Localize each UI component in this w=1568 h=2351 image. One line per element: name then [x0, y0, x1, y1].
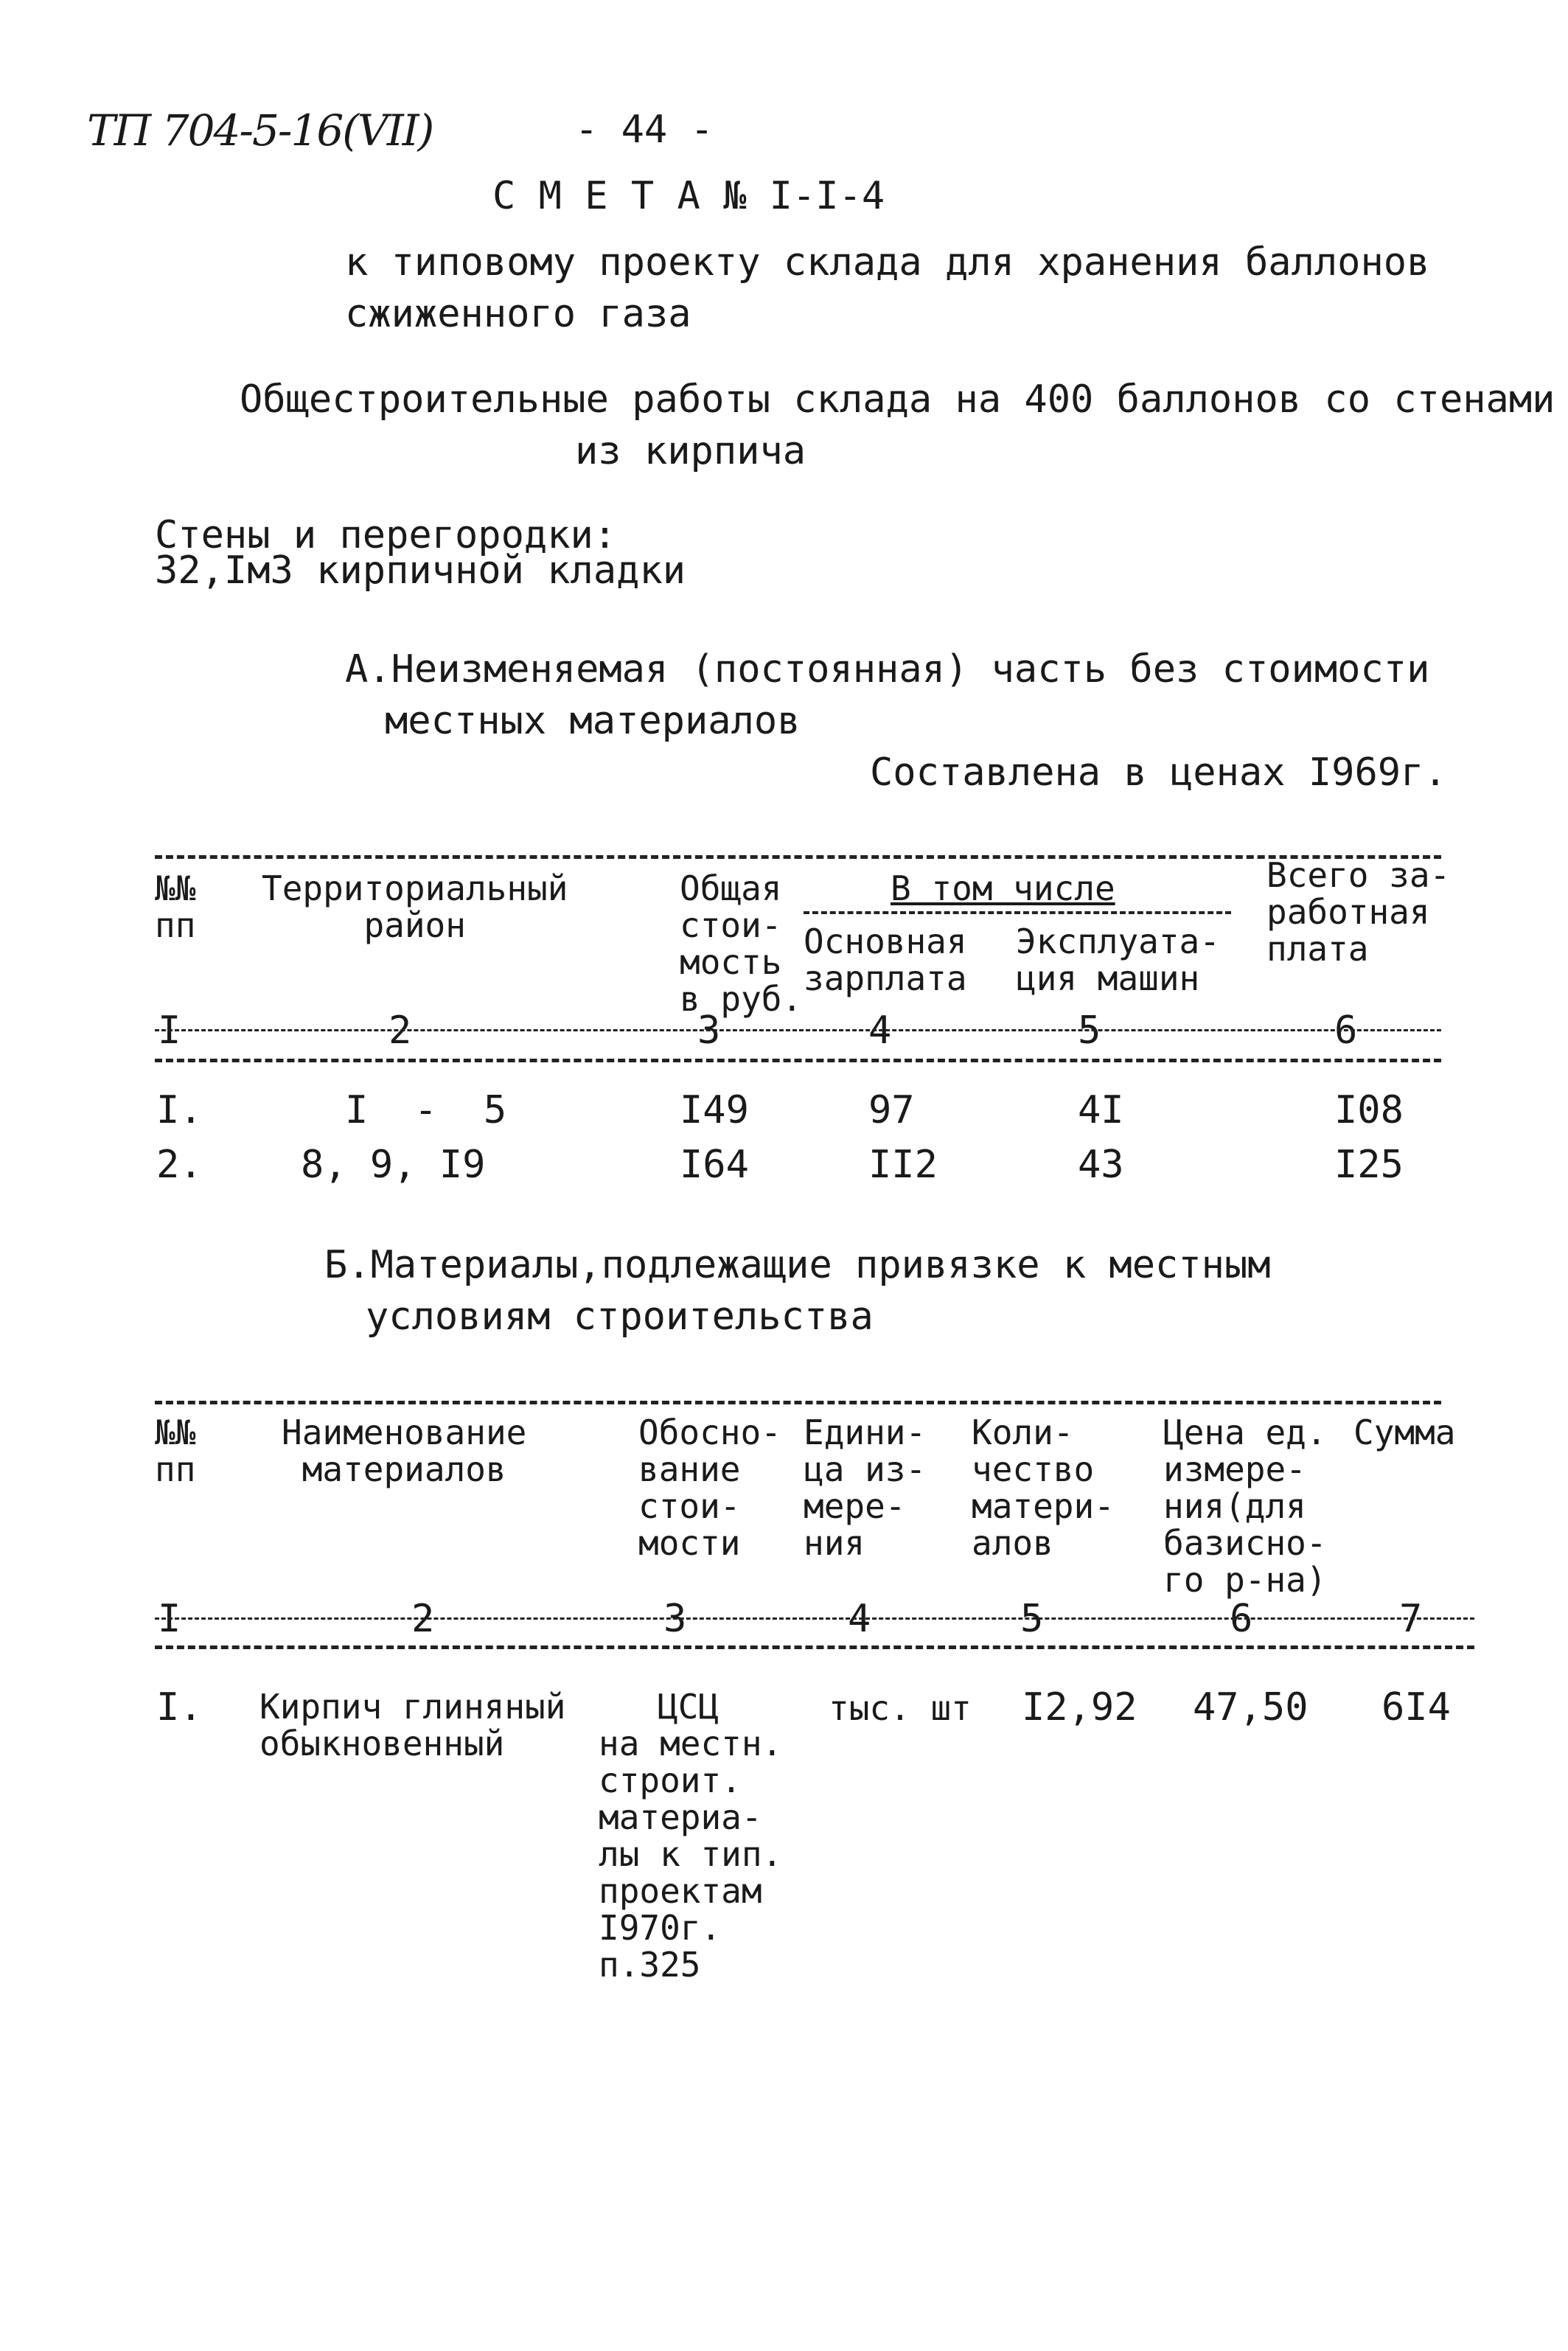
table-b-header-unit [804, 1414, 926, 1561]
header-text: измере- [1163, 1449, 1306, 1489]
header-text: материалов [302, 1449, 506, 1489]
including-rule [804, 911, 1231, 914]
header-text: плата [1266, 929, 1369, 969]
header-text: Сумма [1353, 1413, 1456, 1452]
row-region: 8, 9, I9 [301, 1143, 486, 1187]
table-a-colnum-6: 6 [1334, 1009, 1358, 1053]
table-b-colnum-7: 7 [1399, 1597, 1423, 1641]
table-b-header-qty [972, 1414, 1115, 1561]
row-basis-line: лы к тип. [599, 1834, 783, 1874]
table-b-header-basis [638, 1414, 781, 1561]
header-text: пп [155, 905, 196, 945]
walls-line-1: Стены и перегородки: [155, 513, 617, 557]
table-b-colnum-1: I [158, 1597, 181, 1641]
header-text: Территориальный [262, 868, 568, 908]
row-price: 47,50 [1193, 1685, 1309, 1730]
row-sum: 6I4 [1381, 1685, 1451, 1730]
table-b-colnum-3: 3 [663, 1597, 687, 1641]
header-text: Всего за- [1266, 855, 1451, 895]
table-a-colnum-4: 4 [868, 1009, 892, 1053]
header-text: работная [1266, 892, 1430, 932]
row-wage: 97 [868, 1088, 915, 1132]
subtitle-line-1: к типовому проекту склада для хранения баллонов [345, 240, 1430, 285]
header-text: го р-на) [1163, 1560, 1327, 1600]
table-a-header-region [262, 870, 568, 944]
table-b-top-rule [155, 1401, 1441, 1404]
row-name [259, 1688, 565, 1762]
header-text: мость [680, 942, 782, 982]
table-a-colnum-1: I [158, 1009, 181, 1053]
walls-line-2: 32,IмЗ кирпичной кладки [155, 548, 686, 593]
section-a-title-line-1: А.Неизменяемая (постоянная) часть без стоимости [345, 647, 1430, 692]
header-text: базисно- [1163, 1523, 1327, 1563]
header-text: Цена ед. [1163, 1413, 1327, 1452]
table-b-colnum-2: 2 [411, 1597, 435, 1641]
header-text: мости [638, 1523, 741, 1563]
table-b-colnum-4: 4 [848, 1597, 871, 1641]
header-text: Эксплуата- [1016, 922, 1220, 961]
subtitle-line-2: сжиженного газа [345, 292, 691, 336]
header-text: ния(для [1163, 1486, 1306, 1526]
row-total-wage: I08 [1334, 1088, 1404, 1132]
header-text: пп [155, 1449, 196, 1489]
row-basis-line: строит. [599, 1760, 742, 1800]
header-text: чество [972, 1449, 1095, 1489]
heading-line-1: Общестроительные работы склада на 400 баллонов со стенами [240, 377, 1555, 422]
row-name-line: Кирпич глиняный [259, 1687, 566, 1727]
row-region: I - 5 [345, 1088, 507, 1132]
header-text: стои- [680, 905, 782, 945]
header-text: ца из- [804, 1449, 927, 1489]
table-b-header-rule [155, 1645, 1474, 1649]
header-text: алов [972, 1523, 1053, 1563]
page-number: - 44 - [575, 108, 714, 152]
header-text: район [363, 905, 466, 945]
header-text: №№ [155, 1413, 196, 1452]
section-b-title-line-2: условиям строительства [366, 1295, 874, 1339]
table-a-colnum-3: 3 [697, 1009, 721, 1053]
header-text: в руб. [680, 979, 803, 1019]
table-b-colnum-5: 5 [1020, 1597, 1044, 1641]
row-num: I. [156, 1088, 203, 1132]
header-text: вание [638, 1449, 741, 1489]
table-b-header-num [155, 1414, 195, 1488]
row-basis-line: на местн. [599, 1724, 783, 1763]
row-basis-line: ЦСЦ [658, 1687, 719, 1727]
table-a-header-total-wage [1266, 857, 1450, 967]
section-b-title-line-1: Б.Материалы,подлежащие привязке к местным [324, 1243, 1271, 1287]
row-name-line: обыкновенный [259, 1724, 505, 1763]
table-b-header-name [282, 1414, 526, 1488]
row-basis-line: материа- [599, 1797, 762, 1837]
row-num: 2. [156, 1143, 203, 1187]
row-total-wage: I25 [1334, 1143, 1404, 1187]
table-a-header-rule [155, 1059, 1441, 1062]
header-text: Коли- [972, 1413, 1074, 1452]
table-b-header-price [1163, 1414, 1327, 1598]
row-basis [599, 1688, 782, 1983]
row-basis-line: п.325 [599, 1945, 701, 1985]
row-basis-line: I970г. [599, 1908, 722, 1948]
row-qty: I2,92 [1022, 1685, 1137, 1730]
colnum-rule [155, 1029, 1441, 1031]
row-total: I49 [680, 1088, 749, 1132]
table-a-header-machines [1016, 923, 1220, 997]
header-text: зарплата [804, 958, 967, 998]
table-a-top-rule [155, 855, 1441, 859]
header-text: ния [804, 1523, 865, 1563]
table-a-header-num [155, 870, 195, 944]
header-text: Наименование [282, 1413, 527, 1452]
row-total: I64 [680, 1143, 749, 1187]
row-machines: 43 [1078, 1143, 1124, 1187]
colnum-rule [155, 1617, 1474, 1620]
row-num: I. [156, 1685, 203, 1730]
table-a-header-total [680, 870, 802, 1017]
table-b-header-sum [1353, 1414, 1455, 1451]
document-code: ТП 704-5-16(VII) [87, 105, 433, 156]
header-text: Едини- [804, 1413, 927, 1452]
header-text: матери- [972, 1486, 1115, 1526]
section-a-title-line-2: местных материалов [385, 699, 801, 743]
row-wage: II2 [868, 1143, 938, 1187]
header-text: Обосно- [638, 1413, 781, 1452]
table-a-colnum-5: 5 [1078, 1009, 1101, 1053]
header-text: стои- [638, 1486, 741, 1526]
row-machines: 4I [1078, 1088, 1124, 1132]
header-text: №№ [155, 868, 196, 908]
header-text: Общая [680, 868, 782, 908]
row-unit: тыс. шт [829, 1688, 972, 1728]
table-a-colnum-2: 2 [388, 1009, 412, 1053]
document-title: С М Е Т А № I-I-4 [492, 174, 885, 218]
header-text: мере- [804, 1486, 906, 1526]
prices-note: Составлена в ценах I969г. [870, 750, 1447, 795]
table-a-header-wage [804, 923, 967, 997]
header-text: Основная [804, 922, 967, 961]
header-text: ция машин [1016, 958, 1200, 998]
row-basis-line: проектам [599, 1871, 762, 1911]
table-a-header-including: В том числе [891, 868, 1115, 908]
table-b-colnum-6: 6 [1230, 1597, 1253, 1641]
heading-line-2: из кирпича [575, 429, 806, 473]
